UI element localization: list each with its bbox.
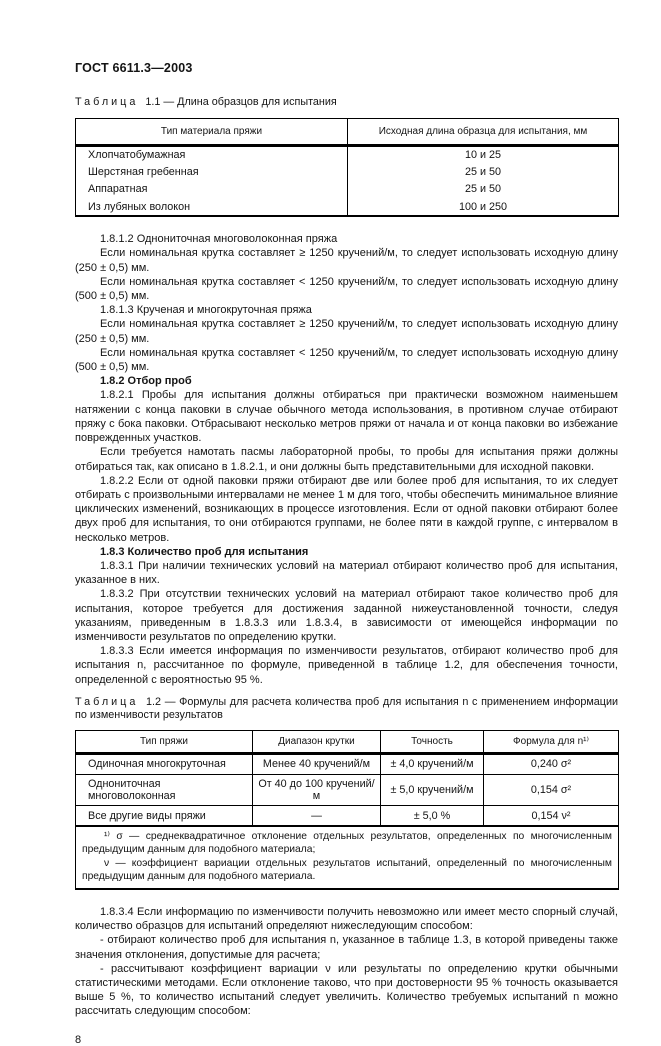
table-cell: ± 5,0 кручений/м bbox=[381, 774, 484, 806]
table-cell: Одиночная многокруточная bbox=[76, 753, 253, 774]
table-row bbox=[76, 181, 619, 198]
table-cell: 0,154 ν² bbox=[484, 806, 619, 826]
paragraph: Если номинальная крутка составляет < 1250 кручений/м, то следует использовать исходную длину (500 ± 0,5) мм. bbox=[75, 346, 618, 374]
table-row bbox=[76, 753, 619, 774]
table-row bbox=[76, 806, 619, 826]
column-header: Диапазон крутки bbox=[253, 730, 381, 753]
body-text-bottom bbox=[75, 905, 618, 1019]
table-footnote-row bbox=[76, 826, 619, 889]
column-header: Исходная длина образца для испытания, мм bbox=[348, 118, 619, 145]
table-cell: 25 и 50 bbox=[464, 166, 502, 179]
table-footnote bbox=[76, 826, 619, 889]
table-cell: 0,240 σ² bbox=[484, 753, 619, 774]
paragraph: 1.8.3.2 При отсутствии технических условий на материал отбирают такое количество проб для испытания, которое требуется для достижения заданной нижеустановленной точности, следуя указаниям, приведенным в 1.8.3.3 или 1.8.3.4, в зависимости от имеющейся информации по изменчивости результатов по определению крутки. bbox=[75, 588, 618, 643]
table-cell: Все другие виды пряжи bbox=[76, 806, 253, 826]
table-row bbox=[76, 774, 619, 806]
column-header: Тип материала пряжи bbox=[76, 118, 348, 145]
footnote-line: ν — коэффициент вариации отдельных результатов испытаний, определенный по многочисленным предыдущим данным для подобного материала. bbox=[82, 857, 612, 882]
paragraph: 1.8.3.1 При наличии технических условий на материал отбирают количество проб для испытания, указанное в них. bbox=[75, 559, 618, 587]
paragraph: 1.8.3.3 Если имеется информация по изменчивости результатов, отбирают количество проб для испытания n, рассчитанное по формуле, приведенной в таблице 1.2, для обеспечения точности, определенной с вероятностью 95 %. bbox=[75, 645, 618, 686]
table-1-1 bbox=[75, 118, 619, 218]
table-caption-label: Таблица bbox=[75, 96, 139, 108]
table-header-row bbox=[76, 118, 619, 145]
section-heading: 1.8.3 Количество проб для испытания bbox=[100, 545, 309, 558]
paragraph: 1.8.2.2 Если от одной паковки пряжи отбирают две или более проб для испытания, то их следует отбирать с произвольными интервалами не менее 1 м для того, чтобы обеспечить минимальное влияние циклических изменений, возникающих в процессе изготовления. Если от одной паковки отбирают более двух проб для испытания, то они отбираются группами, не более пяти в каждой группе, с интервалом в несколько метров. bbox=[75, 474, 618, 544]
column-header: Точность bbox=[381, 730, 484, 753]
table-1-2-caption bbox=[75, 696, 618, 723]
page-content bbox=[75, 0, 618, 1046]
table-cell: Из лубяных волокон bbox=[76, 198, 348, 216]
table-cell: ± 5,0 % bbox=[381, 806, 484, 826]
paragraph: Если номинальная крутка составляет ≥ 1250 кручений/м, то следует использовать исходную длину (250 ± 0,5) мм. bbox=[75, 318, 618, 345]
paragraph: Если требуется намотать пасмы лабораторной пробы, то пробы для испытания пряжи должны отбираться так, как описано в 1.8.2.1, и они должны быть представительными для исходной паковки. bbox=[75, 446, 618, 473]
table-row bbox=[76, 145, 619, 164]
paragraph: Если номинальная крутка составляет ≥ 1250 кручений/м, то следует использовать исходную длину (250 ± 0,5) мм. bbox=[75, 247, 618, 274]
table-caption-number: 1.2 bbox=[146, 695, 162, 708]
table-cell: — bbox=[253, 806, 381, 826]
table-caption-number: 1.1 bbox=[145, 96, 161, 108]
footnote-line: ¹⁾ σ — среднеквадратичное отклонение отдельных результатов, определенных по многочисленным предыдущим данным для подобного материала; bbox=[82, 831, 612, 856]
column-header: Формула для n¹⁾ bbox=[484, 730, 619, 753]
table-1-2 bbox=[75, 730, 619, 890]
paragraph: 1.8.3.4 Если информацию по изменчивости получить невозможно или имеет место спорный случай, количество образцов для испытаний определяют нижеследующим способом: bbox=[75, 905, 618, 933]
paragraph: - рассчитывают коэффициент вариации ν или результаты по определению крутки обычными статистическими методами. Если отклонение таково, что при достоверности 95 % точность оказывается выше 5 %, то количество испытаний следует увеличить. Количество требуемых испытаний n можно рассчитать следующим способом: bbox=[75, 962, 618, 1018]
section-heading: 1.8.1.3 Крученая и многокруточная пряжа bbox=[100, 304, 312, 317]
table-caption-text: — Длина образцов для испытания bbox=[163, 96, 337, 108]
table-cell: От 40 до 100 кручений/м bbox=[253, 774, 381, 806]
table-row bbox=[76, 164, 619, 181]
table-caption-label: Таблица bbox=[75, 695, 139, 708]
body-text-top bbox=[75, 232, 618, 687]
table-cell: 25 и 50 bbox=[464, 183, 502, 196]
table-cell: Хлопчатобумажная bbox=[76, 145, 348, 164]
section-heading: 1.8.1.2 Однониточная многоволоконная пряжа bbox=[100, 233, 338, 246]
table-cell: Менее 40 кручений/м bbox=[253, 753, 381, 774]
page-number: 8 bbox=[75, 1033, 82, 1046]
table-row bbox=[76, 198, 619, 216]
table-caption-text: — Формулы для расчета количества проб для испытания n с применением информации по изменчивости результатов bbox=[75, 695, 619, 722]
column-header: Тип пряжи bbox=[76, 730, 253, 753]
paragraph: 1.8.2.1 Пробы для испытания должны отбираться при практически возможном наименьшем натяжении с конца паковки в случае обычного метода использования, в противном случае отбирают пряжу с бока паковки. Отбрасывают несколько метров пряжи от начала и от конца паковки во избежание поврежденных участков. bbox=[75, 389, 618, 445]
table-cell: Шерстяная гребенная bbox=[76, 164, 348, 181]
doc-header: ГОСТ 6611.3—2003 bbox=[75, 61, 193, 75]
section-heading: 1.8.2 Отбор проб bbox=[100, 375, 192, 388]
table-cell: ± 4,0 кручений/м bbox=[381, 753, 484, 774]
table-cell: 0,154 σ² bbox=[484, 774, 619, 806]
table-cell: Однониточная многоволоконная bbox=[76, 774, 253, 806]
table-header-row bbox=[76, 730, 619, 753]
paragraph: - отбирают количество проб для испытания n, указанное в таблице 1.3, в которой приведены также значения отклонения, допустимые для расчета; bbox=[75, 934, 618, 961]
paragraph: Если номинальная крутка составляет < 1250 кручений/м, то следует использовать исходную длину (500 ± 0,5) мм. bbox=[75, 275, 618, 303]
table-cell: Аппаратная bbox=[76, 181, 348, 198]
table-cell: 100 и 250 bbox=[458, 200, 508, 213]
table-cell: 10 и 25 bbox=[464, 149, 502, 162]
table-1-1-caption bbox=[75, 96, 618, 110]
